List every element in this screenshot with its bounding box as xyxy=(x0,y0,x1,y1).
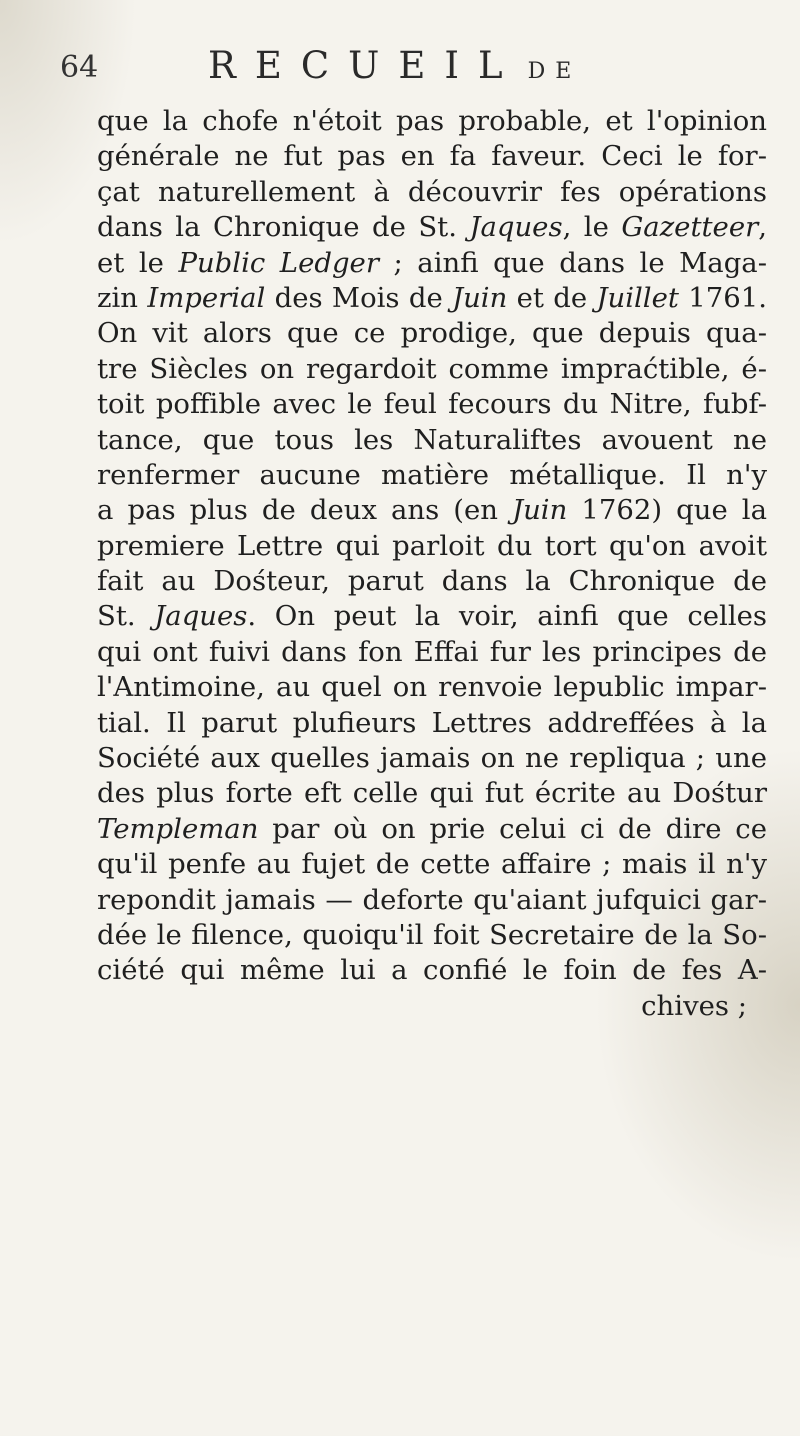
text-line: et le Public Ledger ; ainfi que dans le Maga- xyxy=(97,246,767,279)
page-number: 64 xyxy=(60,50,99,85)
text-line: dée le filence, quoiqu'il foit Secretaire de la So- xyxy=(97,918,767,951)
text-line: St. Jaques. On peut la voir, ainfi que celles xyxy=(97,600,767,633)
text-line: que la chofe n'étoit pas probable, et l'opinion xyxy=(97,105,767,137)
text-line: çat naturellement à découvrir fes opérations xyxy=(97,175,767,208)
text-line: tial. Il parut plufieurs Lettres addreffées à la xyxy=(97,706,767,739)
text-line: On vit alors que ce prodige, que depuis qua- xyxy=(97,317,767,350)
text-line: dans la Chronique de St. Jaques, le Gazetteer, xyxy=(97,211,768,244)
text-line: fait au Dośteur, parut dans la Chronique de xyxy=(97,565,767,598)
text-line: zin Imperial des Mois de Juin et de Juillet 1761. xyxy=(97,281,767,314)
running-title-main: RECUEIL xyxy=(208,44,522,87)
page-header xyxy=(60,44,760,96)
text-line: qui ont fuivi dans fon Effai fur les principes de xyxy=(97,635,767,668)
text-line: qu'il penfe au fujet de cette affaire ; mais il n'y xyxy=(97,848,767,881)
text-line: tre Siècles on regardoit comme impraćtible, é- xyxy=(97,352,767,385)
running-title-small: DE xyxy=(527,59,582,84)
text-line: tance, que tous les Naturaliftes avouent ne xyxy=(97,423,767,456)
text-line: ciété qui même lui a confié le foin de fes A- xyxy=(97,954,767,987)
text-line: repondit jamais — deforte qu'aiant jufquici gar- xyxy=(97,883,767,916)
text-line: renfermer aucune matière métallique. Il n'y xyxy=(97,458,767,491)
text-line: générale ne fut pas en fa faveur. Ceci le for- xyxy=(97,140,767,173)
text-line: des plus forte eft celle qui fut écrite au Dośtur xyxy=(97,777,767,810)
text-line: premiere Lettre qui parloit du tort qu'on avoit xyxy=(97,529,767,562)
text-line: chives ; xyxy=(641,989,747,1022)
text-line: toit poffible avec le feul fecours du Nitre, fubf- xyxy=(97,388,767,421)
text-line: l'Antimoine, au quel on renvoie lepublic impar- xyxy=(97,671,767,704)
text-line: Société aux quelles jamais on ne repliqua ; une xyxy=(97,742,767,775)
body-text xyxy=(97,104,767,1024)
text-line: Templeman par où on prie celui ci de dire ce xyxy=(97,812,767,845)
running-title xyxy=(208,44,581,87)
text-line: a pas plus de deux ans (en Juin 1762) que la xyxy=(97,494,767,527)
